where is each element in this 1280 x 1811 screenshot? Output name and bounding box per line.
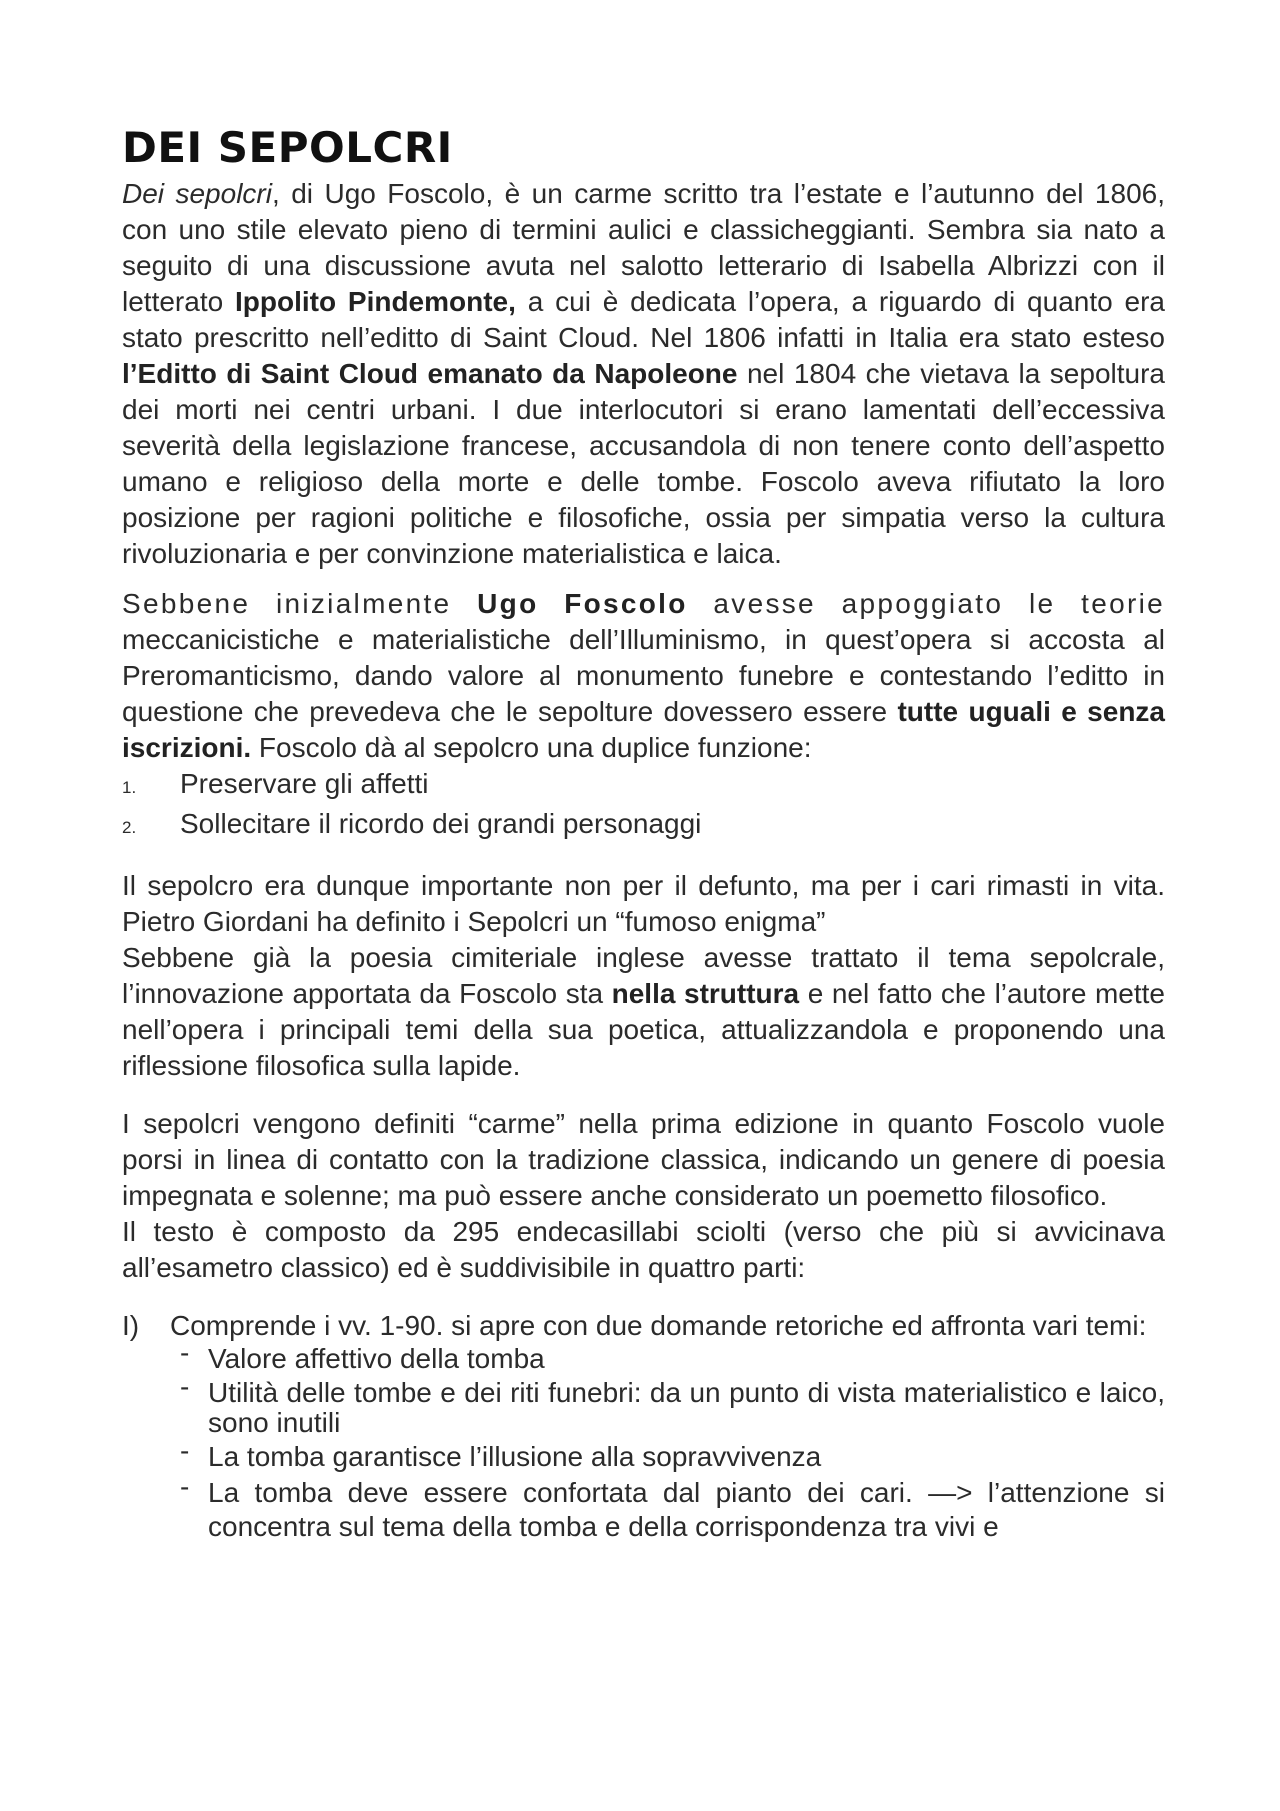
bold-text: Ugo Foscolo <box>477 588 688 619</box>
parts-section <box>122 1308 1165 1544</box>
text-span: Sebbene già la poesia cimiteriale inglese avesse trattato il tema sepolcrale, l’innovazione apportata da Foscolo sta <box>122 942 1165 1009</box>
list-item <box>180 1435 1165 1472</box>
text-span: nel 1804 che vietava la sepoltura dei morti nei centri urbani. I due interlocutori si erano lamentati dell’eccessiva severità della legislazione francese, accusandola di non tenere conto dell’aspetto umano e religioso della morte e delle tombe. Foscolo aveva rifiutato la loro posizione per ragioni politiche e filosofiche, ossia per simpatia verso la cultura rivoluzionaria e per convinzione materialistica e laica. <box>122 358 1165 569</box>
bold-text: Ippolito Pindemonte, <box>235 286 516 317</box>
document-title: DEI SEPOLCRI <box>122 123 453 172</box>
list-item <box>180 1371 1165 1438</box>
list-item <box>122 806 1165 846</box>
list-item <box>122 766 1165 806</box>
text-span: , di Ugo Foscolo, è un carme scritto tra l’estate e l’autunno del 1806, con uno stile elevato pieno di termini aulici e classicheggianti. Sembra sia nato a seguito di una discussione avuta nel salotto letterario di Isabella Albrizzi con il letterato <box>122 178 1165 317</box>
functions-list <box>122 766 1165 846</box>
genre-paragraph: I sepolcri vengono definiti “carme” nella prima edizione in quanto Foscolo vuole porsi in linea di contatto con la tradizione classica, indicando un genere di poesia impegnata e solenne; ma può essere anche considerato un poemetto filosofico. <box>122 1108 1165 1211</box>
text-span: Sebbene inizialmente <box>122 588 478 619</box>
dash-bullet: - <box>180 1371 190 1402</box>
text-span: avesse appoggiato le teorie <box>687 588 1165 619</box>
dash-bullet: - <box>180 1471 190 1502</box>
bold-text: tutte uguali e senza iscrizioni. <box>122 696 1165 763</box>
innovation-paragraph <box>122 940 1165 1084</box>
list-number: 2. <box>122 818 137 837</box>
text-span: meccanicistiche e materialistiche dell’Illuminismo, in quest’opera si accosta al Preromanticismo, dando valore al monumento funebre e contestando l’editto in questione che prevedeva che le sepolture dovessero essere <box>122 624 1165 727</box>
list-item-text: Valore affettivo della tomba <box>208 1343 545 1374</box>
list-item <box>180 1471 1165 1544</box>
context-paragraph <box>122 586 1165 766</box>
list-item <box>180 1337 1165 1374</box>
text-span: Foscolo dà al sepolcro una duplice funzione: <box>251 732 812 763</box>
list-item-text: La tomba garantisce l’illusione alla sopravvivenza <box>208 1441 822 1472</box>
structure-paragraph: Il testo è composto da 295 endecasillabi sciolti (verso che più si avvicinava all’esametro classico) ed è suddivisibile in quattro parti: <box>122 1216 1165 1283</box>
list-item-text: Utilità delle tombe e dei riti funebri: da un punto di vista materialistico e laico, sono inutili <box>208 1377 1165 1438</box>
list-number: 1. <box>122 778 137 797</box>
part-item <box>122 1308 1165 1344</box>
part-roman-numeral: I) <box>122 1310 140 1341</box>
text-span: a cui è dedicata l’opera, a riguardo di quanto era stato prescritto nell’editto di Saint Cloud. Nel 1806 infatti in Italia era stato esteso <box>122 286 1165 353</box>
part-description: Comprende i vv. 1-90. si apre con due domande retoriche ed affronta vari temi: <box>170 1310 1147 1341</box>
themes-list <box>180 1337 1165 1544</box>
dash-bullet: - <box>180 1337 190 1368</box>
intro-paragraph <box>122 176 1165 572</box>
importance-paragraph: Il sepolcro era dunque importante non per il defunto, ma per i cari rimasti in vita. Pietro Giordani ha definito i Sepolcri un “fumoso enigma” <box>122 870 1165 937</box>
work-title-italic: Dei sepolcri <box>122 178 272 209</box>
list-item-text: Preservare gli affetti <box>180 768 429 799</box>
bold-text: l’Editto di Saint Cloud emanato da Napoleone <box>122 358 738 389</box>
dash-bullet: - <box>180 1435 190 1466</box>
bold-text: nella struttura <box>611 978 800 1009</box>
list-item-text: La tomba deve essere confortata dal pianto dei cari. —> l’attenzione si concentra sul tema della tomba e della corrispondenza tra vivi e <box>208 1477 1165 1542</box>
list-item-text: Sollecitare il ricordo dei grandi personaggi <box>180 808 702 839</box>
text-span: e nel fatto che l’autore mette nell’opera i principali temi della sua poetica, attualizzandola e proponendo una riflessione filosofica sulla lapide. <box>122 978 1166 1081</box>
